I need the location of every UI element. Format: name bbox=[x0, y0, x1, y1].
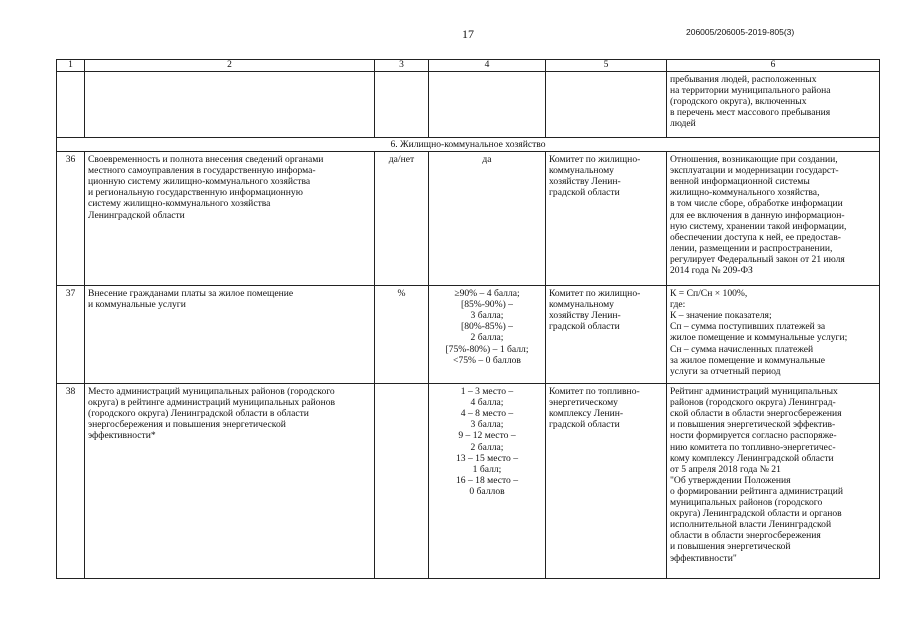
text-line: 3 балла; bbox=[470, 310, 504, 322]
text-line: лении, размещении и распространении, bbox=[670, 242, 833, 254]
cell-text bbox=[549, 154, 663, 198]
text-line: градской области bbox=[549, 321, 620, 333]
text-line: Сп – сумма поступивших платежей за bbox=[670, 321, 826, 333]
cell-text bbox=[378, 288, 425, 299]
text-line: коммунальному bbox=[549, 299, 614, 311]
table-cell bbox=[57, 72, 85, 138]
text-line: комплексу Ленин- bbox=[549, 408, 624, 420]
text-line: 16 – 18 место – bbox=[455, 474, 519, 486]
notes-cell bbox=[667, 286, 880, 384]
text-line: эксплуатации и модернизации государст- bbox=[670, 165, 839, 177]
text-line bbox=[378, 386, 425, 397]
text-line: 1 балл; bbox=[472, 463, 502, 475]
section-title: 6. Жилищно-коммунальное хозяйство bbox=[57, 138, 880, 152]
text-line: людей bbox=[670, 118, 696, 130]
notes-cell bbox=[667, 384, 880, 579]
text-line: Комитет по жилищно- bbox=[549, 288, 641, 300]
text-line: Отношения, возникающие при создании, bbox=[670, 154, 838, 166]
text-line: <75% – 0 баллов bbox=[453, 354, 521, 366]
table-cell bbox=[85, 72, 375, 138]
continuation-row bbox=[57, 72, 880, 138]
unit-cell bbox=[375, 384, 429, 579]
text-line: 4 – 8 место – bbox=[460, 408, 514, 420]
column-number-row bbox=[57, 60, 880, 72]
text-line: услуги за отчетный период bbox=[670, 365, 781, 377]
text-line: от 5 апреля 2018 года № 21 bbox=[670, 463, 781, 475]
table-row bbox=[57, 384, 880, 579]
text-line: ную систему, хранении такой информации, bbox=[670, 220, 847, 232]
cell-text bbox=[670, 386, 876, 564]
text-line: (городского округа) Ленинградской области в области bbox=[88, 408, 309, 420]
score-cell bbox=[429, 286, 546, 384]
text-line: 4 балла; bbox=[470, 397, 504, 409]
text-line: на территории муниципального района bbox=[670, 85, 831, 97]
text-line: местного самоуправления в государственную информа- bbox=[88, 165, 316, 177]
text-line: ской области в области энергосбережения bbox=[670, 408, 842, 420]
unit-cell bbox=[375, 286, 429, 384]
text-line: да/нет bbox=[388, 154, 415, 166]
text-line: где: bbox=[670, 299, 686, 311]
text-line: Сн – сумма начисленных платежей bbox=[670, 343, 814, 355]
text-line: жилое помещение и коммунальные услуги; bbox=[670, 332, 848, 344]
cell-text bbox=[378, 154, 425, 165]
text-line: Место администраций муниципальных районов (городского bbox=[88, 386, 335, 398]
text-line: жилищно-коммунального хозяйства, bbox=[670, 187, 820, 199]
text-line: % bbox=[397, 288, 406, 300]
text-line: районов (городского округа) Ленинград- bbox=[670, 397, 836, 409]
text-line: [85%-90%) – bbox=[461, 299, 513, 311]
text-line: 13 – 15 место – bbox=[455, 452, 519, 464]
score-cell bbox=[429, 152, 546, 286]
table-cell bbox=[375, 72, 429, 138]
cell-text bbox=[549, 288, 663, 332]
text-line: муниципальных районов (городского bbox=[670, 497, 823, 509]
text-line: округа) Ленинградской области и органов bbox=[670, 508, 842, 520]
text-line: для ее включения в данную информацион- bbox=[670, 209, 845, 221]
text-line: 2 балла; bbox=[470, 332, 504, 344]
text-line: 1 – 3 место – bbox=[460, 386, 514, 398]
row-number: 37 bbox=[57, 286, 85, 384]
column-header: 6 bbox=[667, 60, 880, 72]
text-line: хозяйству Ленин- bbox=[549, 176, 621, 188]
text-line: и повышения энергетической bbox=[670, 541, 791, 553]
row-number: 36 bbox=[57, 152, 85, 286]
notes-cell bbox=[667, 152, 880, 286]
column-header: 4 bbox=[429, 60, 546, 72]
text-line: (городского округа), включенных bbox=[670, 96, 807, 108]
table-cell bbox=[429, 72, 546, 138]
page-number: 17 bbox=[462, 27, 474, 41]
text-line: "Об утверждении Положения bbox=[670, 474, 791, 486]
cell-text bbox=[88, 386, 371, 441]
text-line: и региональную государственную информационную bbox=[88, 187, 303, 199]
text-line: эффективности* bbox=[88, 430, 156, 442]
text-line: эффективности" bbox=[670, 552, 737, 564]
text-line: да bbox=[482, 154, 492, 166]
text-line: за жилое помещение и коммунальные bbox=[670, 354, 825, 366]
text-line: [80%-85%) – bbox=[461, 321, 513, 333]
cell-text bbox=[432, 288, 542, 366]
text-line: ционную систему жилищно-коммунального хозяйства bbox=[88, 176, 311, 188]
text-line: 3 балла; bbox=[470, 419, 504, 431]
text-line: Комитет по топливно- bbox=[549, 386, 640, 398]
cell-text bbox=[378, 386, 425, 397]
cell-text bbox=[670, 288, 876, 377]
text-line: Рейтинг администраций муниципальных bbox=[670, 386, 838, 398]
text-line: в том числе сборе, обработке информации bbox=[670, 198, 843, 210]
text-line: хозяйству Ленин- bbox=[549, 310, 621, 322]
cell-text bbox=[432, 386, 542, 497]
responsible-cell bbox=[546, 152, 667, 286]
text-line: Своевременность и полнота внесения сведений органами bbox=[88, 154, 324, 166]
indicator-name-cell bbox=[85, 152, 375, 286]
text-line: ности формируется согласно распоряже- bbox=[670, 430, 837, 442]
text-line: области в области энергосбережения bbox=[670, 530, 821, 542]
table-cell bbox=[667, 72, 880, 138]
indicator-name-cell bbox=[85, 384, 375, 579]
text-line: К – значение показателя; bbox=[670, 310, 772, 322]
table-row bbox=[57, 286, 880, 384]
text-line: ≥90% – 4 балла; bbox=[454, 288, 520, 300]
text-line: обеспечении доступа к ней, ее предостав- bbox=[670, 231, 842, 243]
text-line: и повышения энергетической эффектив- bbox=[670, 419, 836, 431]
column-header: 5 bbox=[546, 60, 667, 72]
responsible-cell bbox=[546, 384, 667, 579]
unit-cell bbox=[375, 152, 429, 286]
text-line: Комитет по жилищно- bbox=[549, 154, 641, 166]
cell-text bbox=[670, 74, 876, 129]
text-line: Ленинградской области bbox=[88, 209, 185, 221]
column-header: 3 bbox=[375, 60, 429, 72]
text-line: в перечень мест массового пребывания bbox=[670, 107, 831, 119]
row-number: 38 bbox=[57, 384, 85, 579]
section-header-row bbox=[57, 138, 880, 152]
text-line: кому комплексу Ленинградской области bbox=[670, 452, 834, 464]
text-line: пребывания людей, расположенных bbox=[670, 74, 817, 85]
text-line: К = Сп/Сн × 100%, bbox=[670, 288, 748, 300]
column-header: 2 bbox=[85, 60, 375, 72]
table-cell bbox=[546, 72, 667, 138]
text-line: округа) в рейтинге администраций муниципальных районов bbox=[88, 397, 336, 409]
text-line: 2014 года № 209-ФЗ bbox=[670, 265, 753, 277]
text-line: исполнительной власти Ленинградской bbox=[670, 519, 832, 531]
text-line: градской области bbox=[549, 419, 620, 431]
text-line: регулирует Федеральный закон от 21 июля bbox=[670, 253, 845, 265]
text-line: о формировании рейтинга администраций bbox=[670, 485, 844, 497]
text-line: коммунальному bbox=[549, 165, 614, 177]
cell-text bbox=[432, 154, 542, 165]
responsible-cell bbox=[546, 286, 667, 384]
text-line: энергосбережения и повышения энергетической bbox=[88, 419, 286, 431]
text-line: [75%-80%) – 1 балл; bbox=[445, 343, 529, 355]
text-line: градской области bbox=[549, 187, 620, 199]
indicator-name-cell bbox=[85, 286, 375, 384]
text-line: и коммунальные услуги bbox=[88, 299, 186, 311]
table-row bbox=[57, 152, 880, 286]
document-code: 206005/206005-2019-805(3) bbox=[686, 27, 795, 37]
text-line: нию комитета по топливно-энергетичес- bbox=[670, 441, 836, 453]
text-line: Внесение гражданами платы за жилое помещение bbox=[88, 288, 294, 300]
score-cell bbox=[429, 384, 546, 579]
text-line: 9 – 12 место – bbox=[458, 430, 516, 442]
indicators-table bbox=[56, 59, 880, 579]
cell-text bbox=[88, 288, 371, 310]
text-line: 2 балла; bbox=[470, 441, 504, 453]
cell-text bbox=[88, 154, 371, 221]
text-line: систему жилищно-коммунального хозяйства bbox=[88, 198, 271, 210]
text-line: венной информационной системы bbox=[670, 176, 810, 188]
text-line: 0 баллов bbox=[469, 485, 505, 497]
cell-text bbox=[670, 154, 876, 276]
text-line: энергетическому bbox=[549, 397, 618, 409]
column-header: 1 bbox=[57, 60, 85, 72]
cell-text bbox=[549, 386, 663, 430]
